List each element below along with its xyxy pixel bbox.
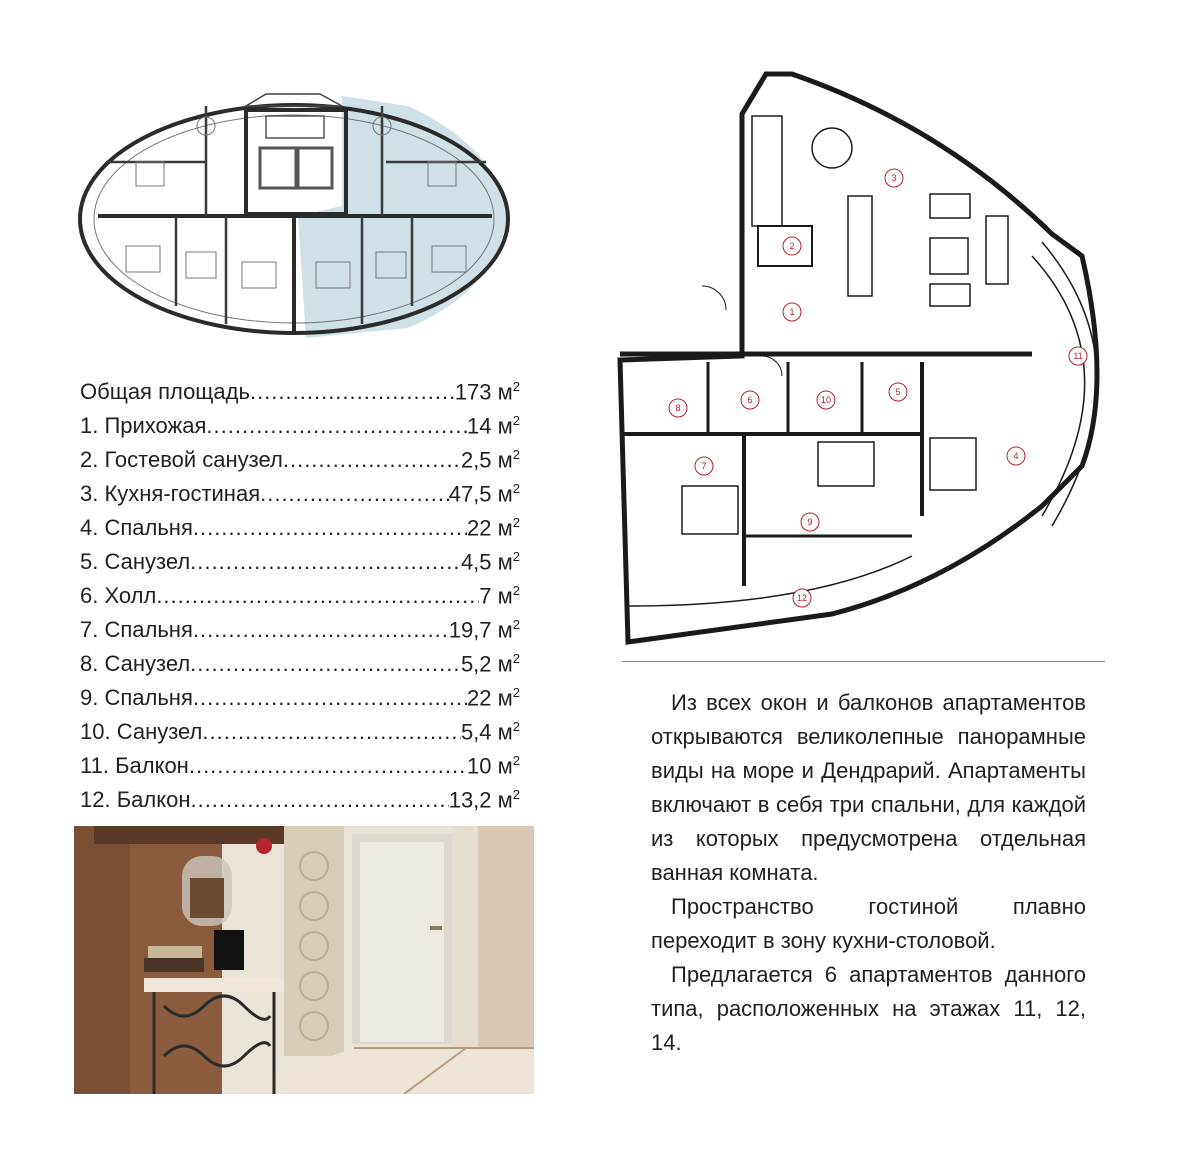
room-marker-10: 10 <box>820 395 832 405</box>
area-label: 3. Кухня-гостиная <box>80 481 261 507</box>
area-value: 5,4 $м^2$ <box>460 719 520 745</box>
area-label: 4. Спальня <box>80 515 193 541</box>
room-marker-8: 8 <box>675 403 681 413</box>
area-value: 13,2 $м^2$ <box>448 787 520 813</box>
total-area-row <box>80 370 520 404</box>
description-paragraph: Из всех окон и балконов апартаментов открываются великолепные панорамные виды на море и Дендрарий. Апартаменты включают в себя три спальни, для каждой из которых предусмотрена отдельная ванная комната. <box>651 690 1086 885</box>
area-label: 8. Санузел <box>80 651 191 677</box>
room-marker-7: 7 <box>701 461 707 471</box>
area-row <box>80 540 520 574</box>
room-marker-6: 6 <box>747 395 753 405</box>
area-row <box>80 710 520 744</box>
area-row <box>80 642 520 676</box>
area-value: 5,2 $м^2$ <box>460 651 520 677</box>
area-label: 1. Прихожая <box>80 413 207 439</box>
area-label: 2. Гостевой санузел <box>80 447 283 473</box>
area-value: 22 $м^2$ <box>467 685 520 711</box>
area-value: 2,5 $м^2$ <box>460 447 520 473</box>
area-row <box>80 438 520 472</box>
room-marker-2: 2 <box>789 241 795 251</box>
area-row <box>80 404 520 438</box>
area-label: 10. Санузел <box>80 719 203 745</box>
room-marker-11: 11 <box>1073 351 1083 361</box>
apartment-plan <box>612 66 1104 654</box>
room-marker-3: 3 <box>891 173 897 183</box>
area-row <box>80 472 520 506</box>
room-marker-12: 12 <box>796 593 808 603</box>
description <box>651 686 1086 1060</box>
area-label: 5. Санузел <box>80 549 191 575</box>
area-label: 6. Холл <box>80 583 157 609</box>
description-paragraph: Предлагается 6 апартаментов данного типа, расположенных на этажах 11, 12, 14. <box>651 962 1086 1055</box>
area-row <box>80 778 520 812</box>
area-label: 12. Балкон <box>80 787 191 813</box>
area-list <box>80 370 520 812</box>
interior-photo <box>74 826 534 1094</box>
room-marker-9: 9 <box>807 517 813 527</box>
area-value: 22 $м^2$ <box>467 515 520 541</box>
floor-overview-plan <box>76 66 524 356</box>
area-row <box>80 744 520 778</box>
room-marker-4: 4 <box>1013 451 1019 461</box>
area-value: 47,5 $м^2$ <box>448 481 520 507</box>
area-value: 173 $м^2$ <box>454 379 520 405</box>
leader-dots <box>190 783 448 817</box>
area-value: 7 $м^2$ <box>479 583 520 609</box>
area-row <box>80 506 520 540</box>
area-label: 9. Спальня <box>80 685 193 711</box>
area-label: 7. Спальня <box>80 617 193 643</box>
area-row <box>80 574 520 608</box>
area-label: Общая площадь <box>80 379 250 405</box>
room-markers <box>669 169 1087 607</box>
room-marker-5: 5 <box>895 387 901 397</box>
area-value: 19,7 $м^2$ <box>448 617 520 643</box>
area-label: 11. Балкон <box>80 753 189 779</box>
area-value: 10 $м^2$ <box>467 753 520 779</box>
area-value: 14 $м^2$ <box>467 413 520 439</box>
area-row <box>80 676 520 710</box>
divider <box>622 661 1105 662</box>
area-value: 4,5 $м^2$ <box>460 549 520 575</box>
area-row <box>80 608 520 642</box>
hallway-illustration <box>74 826 534 1094</box>
room-marker-1: 1 <box>789 307 795 317</box>
description-paragraph: Пространство гостиной плавно переходит в зону кухни-столовой. <box>651 894 1086 953</box>
